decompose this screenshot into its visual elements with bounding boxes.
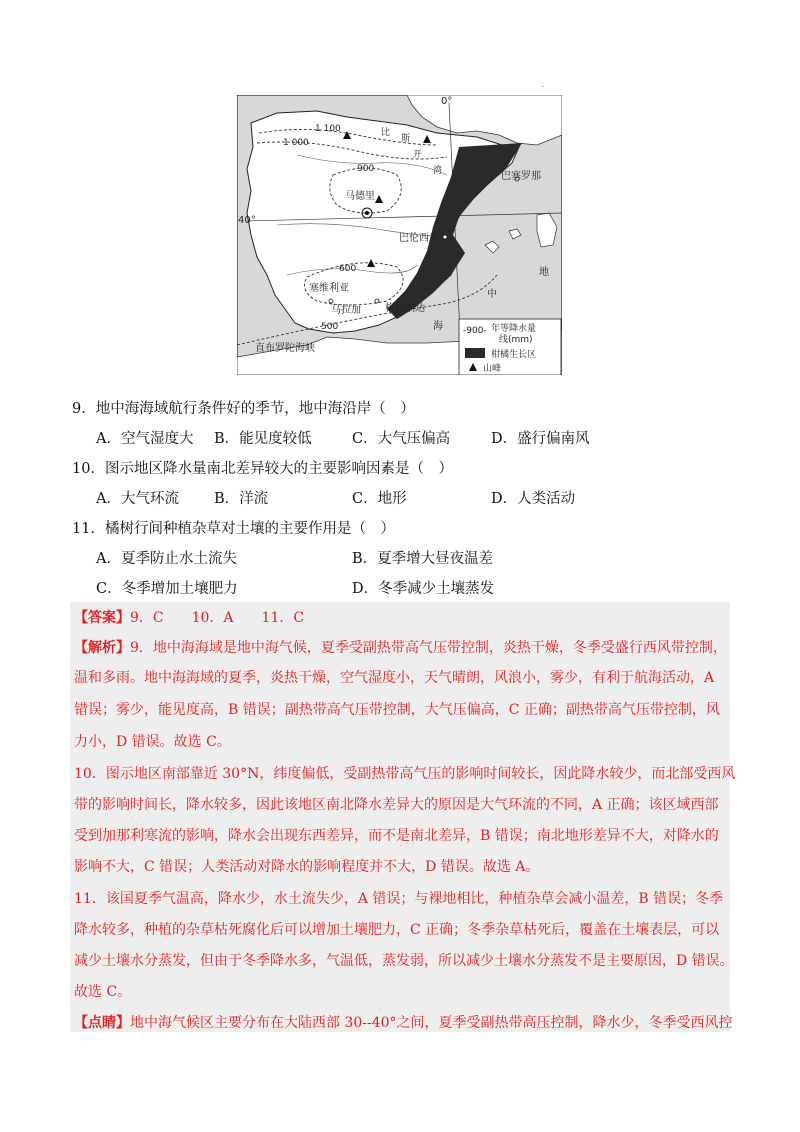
- iberia-map: [237, 95, 562, 375]
- label-madrid: 马德里: [345, 191, 375, 202]
- q11-option-b[interactable]: B．夏季增大昼夜温差: [352, 551, 494, 567]
- analysis-line-6: 带的影响时间长，降水较多，因此该地区南北降水差异大的原因是大气环流的不同，A 正确；该区域西部: [74, 797, 719, 813]
- analysis-line-2: 温和多雨。地中海海域的夏季，炎热干燥，空气湿度小，天气晴朗，风浪小，雾少，有利于航海活动，A: [74, 670, 715, 686]
- label-med-0: 地: [539, 267, 549, 278]
- question-11: 11．橘树行间种植杂草对土壤的主要作用是（ ）: [72, 521, 395, 537]
- malaga-dot: [329, 299, 333, 303]
- q9-option-a[interactable]: A．空气湿度大: [96, 431, 194, 447]
- label-med-1: 中: [487, 289, 497, 300]
- map-svg: [237, 95, 562, 375]
- label-meridian: 0°: [441, 96, 453, 107]
- label-iso1000: 1 000: [283, 138, 309, 148]
- label-iso500: 500: [321, 322, 339, 332]
- granada-dot: [375, 299, 379, 303]
- question-10: 10．图示地区降水量南北差异较大的主要影响因素是（ ）: [72, 461, 453, 477]
- answer-text: 9．C 10．A 11．C: [130, 610, 305, 626]
- label-biscay-2: 开: [413, 150, 423, 160]
- highlight-tag: 【点睛】: [74, 1015, 130, 1031]
- analysis-line-4: 力小，D 错误。故选 C。: [74, 734, 231, 750]
- analysis-line-11: 减少土壤水分蒸发，但由于冬季降水多，气温低，蒸发弱，所以减少土壤水分蒸发不是主要原因，D 错误。: [74, 953, 734, 969]
- analysis-line-9: 11．该国夏季气温高，降水少，水土流失少，A 错误；与裸地相比，种植杂草会减小温差，B 错误；冬季: [74, 891, 724, 907]
- label-valencia: 巴伦西亚: [399, 233, 439, 244]
- q11-option-d[interactable]: D．冬季减少土壤蒸发: [352, 581, 495, 597]
- q11-option-a[interactable]: A．夏季防止水土流失: [96, 551, 237, 567]
- analysis-line-3: 错误；雾少，能见度高，B 错误；副热带高气压带控制，大气压偏高，C 正确；副热带高气压带控制，风: [74, 702, 720, 718]
- legend-citrus: 柑橘生长区: [491, 350, 537, 360]
- question-9: 9．地中海海域航行条件好的季节，地中海沿岸（ ）: [72, 401, 415, 417]
- q11-option-c[interactable]: C．冬季增加土壤肥力: [96, 581, 238, 597]
- highlight-text: 地中海气候区主要分布在大陆西部 30--40°之间，夏季受副热带高压控制，降水少，冬季受西风控: [130, 1015, 733, 1031]
- highlight-line: [74, 1013, 733, 1033]
- analysis-tag: 【解析】: [74, 640, 130, 656]
- q10-option-a[interactable]: A．大气环流: [96, 491, 179, 507]
- legend-isohyet-text-1: 年等降水量: [491, 324, 537, 334]
- label-gibraltar: 直布罗陀海峡: [255, 343, 315, 354]
- q10-option-d[interactable]: D．人类活动: [491, 491, 576, 507]
- analysis-line-12: 故选 C。: [74, 984, 132, 1000]
- analysis-text-1: 9．地中海海域是地中海气候，夏季受副热带高气压带控制，炎热干燥，冬季受盛行西风带控制，: [130, 640, 727, 656]
- answer-tag: 【答案】: [74, 610, 130, 626]
- analysis-line-10: 降水较多，种植的杂草枯死腐化后可以增加土壤肥力，C 正确；冬季杂草枯死后，覆盖在土壤表层，可以: [74, 922, 720, 938]
- valencia-dot: [443, 235, 447, 239]
- label-malaga: 马拉加: [331, 305, 361, 316]
- label-granada: 格拉纳达: [385, 303, 425, 314]
- legend-peak: 山峰: [483, 364, 502, 374]
- analysis-line-7: 受到加那利寒流的影响，降水会出现东西差异，而不是南北差异，B 错误；南北地形差异不大，对降水的: [74, 828, 719, 844]
- label-biscay-1: 斯: [401, 134, 411, 144]
- stray-dot: .: [542, 80, 545, 89]
- label-iso600: 600: [339, 264, 357, 274]
- legend-isohyet-num: -900-: [463, 326, 487, 336]
- q9-option-b[interactable]: B．能见度较低: [214, 431, 312, 447]
- label-med-2: 海: [433, 321, 443, 332]
- legend-citrus-swatch: [465, 348, 485, 358]
- q9-option-c[interactable]: C．大气压偏高: [352, 431, 451, 447]
- q9-option-d[interactable]: D．盛行偏南风: [491, 431, 590, 447]
- analysis-line-1: [74, 638, 727, 658]
- label-iso1100: 1 100: [315, 124, 341, 134]
- legend-isohyet-text-2: 线(mm): [499, 335, 533, 345]
- label-parallel: 40°: [238, 215, 256, 226]
- q10-option-c[interactable]: C．地形: [352, 491, 407, 507]
- label-biscay-3: 湾: [433, 166, 443, 176]
- answer-line: [74, 608, 304, 628]
- label-iso900: 900: [357, 164, 375, 174]
- label-biscay-0: 比: [381, 128, 391, 138]
- label-barcelona: 巴塞罗那: [501, 171, 541, 182]
- analysis-line-8: 影响不大，C 错误；人类活动对降水的影响程度并不大，D 错误。故选 A。: [74, 859, 540, 875]
- q10-option-b[interactable]: B．洋流: [214, 491, 269, 507]
- label-seville: 塞维利亚: [309, 283, 349, 294]
- analysis-line-5: 10．图示地区南部靠近 30°N，纬度偏低，受副热带高气压的影响时间较长，因此降水较少，而北部受西风: [74, 766, 736, 782]
